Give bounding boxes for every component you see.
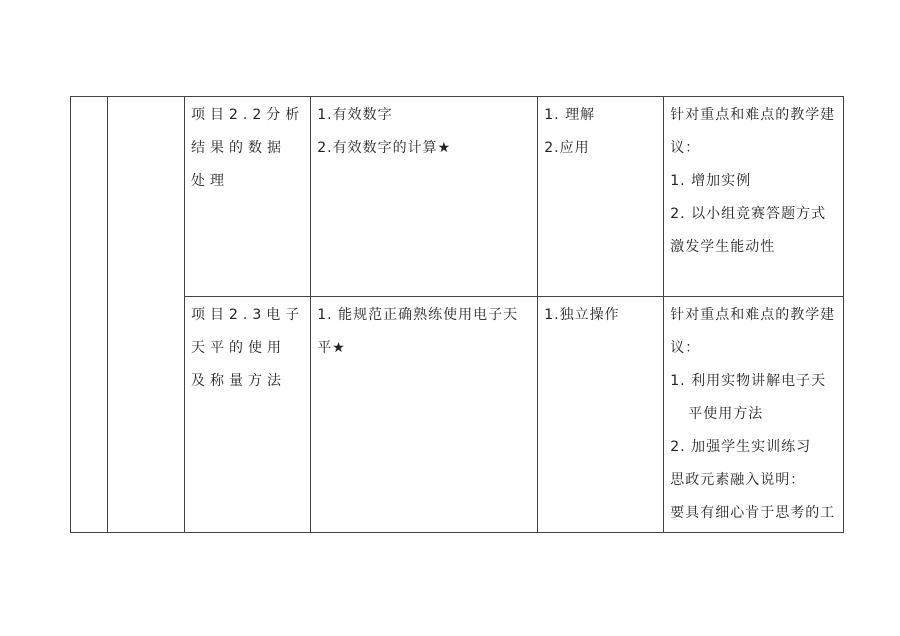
blank-column-2 — [108, 97, 185, 533]
content-cell — [311, 97, 538, 297]
text-line: 2.应用 — [544, 140, 590, 156]
text-line: 项目2.3电子 — [191, 307, 305, 323]
project-cell — [185, 97, 311, 297]
course-table — [70, 96, 844, 533]
text-line: 天平的使用 — [191, 340, 286, 356]
project-cell — [185, 297, 311, 533]
text-line: 1. 理解 — [544, 107, 596, 123]
advice-cell — [664, 297, 844, 533]
text-line: 要具有细心肯于思考的工 — [670, 505, 836, 521]
text-line: 1. 利用实物讲解电子天 — [670, 373, 827, 389]
text-line: 针对重点和难点的教学建 — [670, 307, 836, 323]
text-line: 议： — [670, 340, 701, 356]
blank-column-1 — [71, 97, 108, 533]
text-line: 及称量方法 — [191, 373, 286, 389]
text-line: 平★ — [317, 340, 346, 356]
text-line: 1.独立操作 — [544, 307, 620, 323]
text-line: 2.有效数字的计算★ — [317, 140, 452, 156]
text-line: 1.有效数字 — [317, 107, 393, 123]
text-line: 处理 — [191, 173, 229, 189]
text-line: 平使用方法 — [688, 406, 764, 422]
text-line: 1. 增加实例 — [670, 173, 752, 189]
content-cell — [311, 297, 538, 533]
text-line: 项目2.2分析 — [191, 107, 305, 123]
text-line: 思政元素融入说明： — [670, 472, 806, 488]
text-line: 激发学生能动性 — [670, 239, 776, 255]
text-line: 1. 能规范正确熟练使用电子天 — [317, 307, 519, 323]
text-line: 2. 加强学生实训练习 — [670, 439, 812, 455]
table-row — [71, 97, 844, 297]
text-line: 议： — [670, 140, 701, 156]
table-row — [71, 297, 844, 533]
advice-cell — [664, 97, 844, 297]
text-line: 结果的数据 — [191, 140, 286, 156]
text-line: 针对重点和难点的教学建 — [670, 107, 836, 123]
requirement-cell — [538, 97, 664, 297]
text-line: 2. 以小组竞赛答题方式 — [670, 206, 827, 222]
requirement-cell — [538, 297, 664, 533]
